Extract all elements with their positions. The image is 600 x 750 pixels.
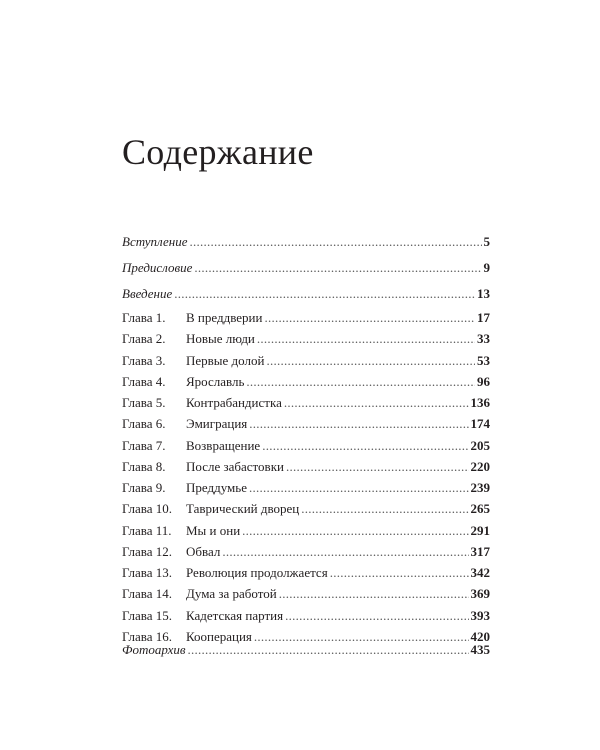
page-number: 9: [483, 260, 490, 275]
dot-leader: [264, 310, 475, 325]
page-number: 205: [470, 437, 490, 453]
chapter-entry[interactable]: [122, 459, 490, 480]
chapter-label: Глава 6.: [122, 416, 166, 432]
dot-leader: [257, 331, 475, 346]
dot-leader: [286, 459, 469, 474]
chapter-title: Контрабандистка: [186, 395, 282, 411]
dot-leader: [279, 586, 469, 601]
chapter-label: Глава 15.: [122, 607, 173, 623]
dot-leader: [262, 438, 468, 453]
chapter-title: Возвращение: [186, 437, 261, 453]
chapter-label: Глава 11.: [122, 522, 172, 538]
entry-title: Фотоархив: [122, 642, 186, 657]
chapter-entry[interactable]: [122, 438, 490, 459]
page-number: 33: [477, 331, 490, 347]
dot-leader: [330, 565, 469, 580]
chapter-entry[interactable]: [122, 374, 490, 395]
chapter-title: Ярославль: [186, 373, 245, 389]
chapter-entry[interactable]: [122, 523, 490, 544]
chapter-label: Глава 3.: [122, 352, 166, 368]
page-number: 369: [470, 586, 490, 602]
page-number: 17: [477, 310, 490, 325]
page-number: 393: [470, 607, 490, 623]
page-number: 291: [470, 522, 490, 538]
page-number: 96: [477, 373, 490, 389]
chapter-label: Глава 16.: [122, 628, 173, 644]
chapter-title: Таврический дворец: [186, 501, 300, 517]
entry-title: Предисловие: [122, 260, 193, 275]
chapter-label: Глава 14.: [122, 586, 173, 602]
chapter-title: Преддумье: [186, 480, 247, 496]
page-number: 435: [470, 642, 490, 657]
dot-leader: [249, 480, 469, 495]
toc-entry[interactable]: [122, 260, 490, 286]
page-number: 239: [470, 480, 490, 496]
chapter-title: Эмиграция: [186, 416, 248, 432]
chapter-label: Глава 7.: [122, 437, 166, 453]
page-number: 265: [470, 501, 490, 517]
page-number: 317: [470, 543, 490, 559]
chapter-title: После забастовки: [186, 458, 284, 474]
dot-leader: [249, 416, 468, 431]
chapter-title: Обвал: [186, 543, 221, 559]
chapter-entry[interactable]: [122, 501, 490, 522]
chapter-label: Глава 10.: [122, 501, 173, 517]
dot-leader: [174, 286, 475, 301]
chapter-entry[interactable]: [122, 586, 490, 607]
page-number: 420: [470, 628, 490, 644]
chapter-entry[interactable]: [122, 480, 490, 501]
chapter-label: Глава 12.: [122, 543, 173, 559]
chapter-label: Глава 4.: [122, 373, 166, 389]
chapter-entry[interactable]: [122, 608, 490, 629]
dot-leader: [246, 374, 475, 389]
chapter-label: Глава 2.: [122, 331, 166, 347]
dot-leader: [285, 608, 468, 623]
toc-entry[interactable]: [122, 234, 490, 260]
page-number: 53: [477, 352, 490, 368]
chapter-entry[interactable]: [122, 353, 490, 374]
toc-entry[interactable]: [122, 286, 490, 312]
dot-leader: [194, 260, 481, 275]
page-number: 136: [470, 395, 490, 411]
dot-leader: [284, 395, 469, 410]
chapter-label: Глава 9.: [122, 480, 166, 496]
chapter-title: Первые долой: [186, 352, 265, 368]
chapter-entry[interactable]: [122, 416, 490, 437]
page-number: 174: [470, 416, 490, 432]
front-matter-list: [122, 234, 490, 312]
chapter-list: [122, 310, 490, 650]
chapter-entry[interactable]: [122, 395, 490, 416]
dot-leader: [188, 642, 469, 657]
chapter-entry[interactable]: [122, 331, 490, 352]
dot-leader: [301, 501, 468, 516]
page-number: 220: [470, 458, 490, 474]
chapter-entry[interactable]: [122, 310, 490, 331]
dot-leader: [242, 523, 468, 538]
chapter-label: Глава 1.: [122, 310, 166, 325]
dot-leader: [222, 544, 468, 559]
chapter-title: Революция продолжается: [186, 565, 328, 581]
dot-leader: [266, 353, 475, 368]
chapter-title: Новые люди: [186, 331, 255, 347]
page-number: 342: [470, 565, 490, 581]
entry-title: Вступление: [122, 234, 188, 249]
chapter-title: Мы и они: [186, 522, 241, 538]
chapter-title: Кооперация: [186, 628, 252, 644]
chapter-title: Дума за работой: [186, 586, 277, 602]
back-matter-list: [122, 642, 490, 657]
dot-leader: [190, 234, 482, 249]
chapter-label: Глава 8.: [122, 458, 166, 474]
chapter-entry[interactable]: [122, 544, 490, 565]
chapter-label: Глава 13.: [122, 565, 173, 581]
chapter-title: В преддверии: [186, 310, 263, 325]
chapter-label: Глава 5.: [122, 395, 166, 411]
entry-title: Введение: [122, 286, 173, 301]
page-title: Содержание: [122, 132, 314, 172]
toc-entry[interactable]: [122, 642, 490, 657]
page-number: 5: [483, 234, 490, 249]
page-number: 13: [477, 286, 490, 301]
chapter-title: Кадетская партия: [186, 607, 284, 623]
chapter-entry[interactable]: [122, 565, 490, 586]
